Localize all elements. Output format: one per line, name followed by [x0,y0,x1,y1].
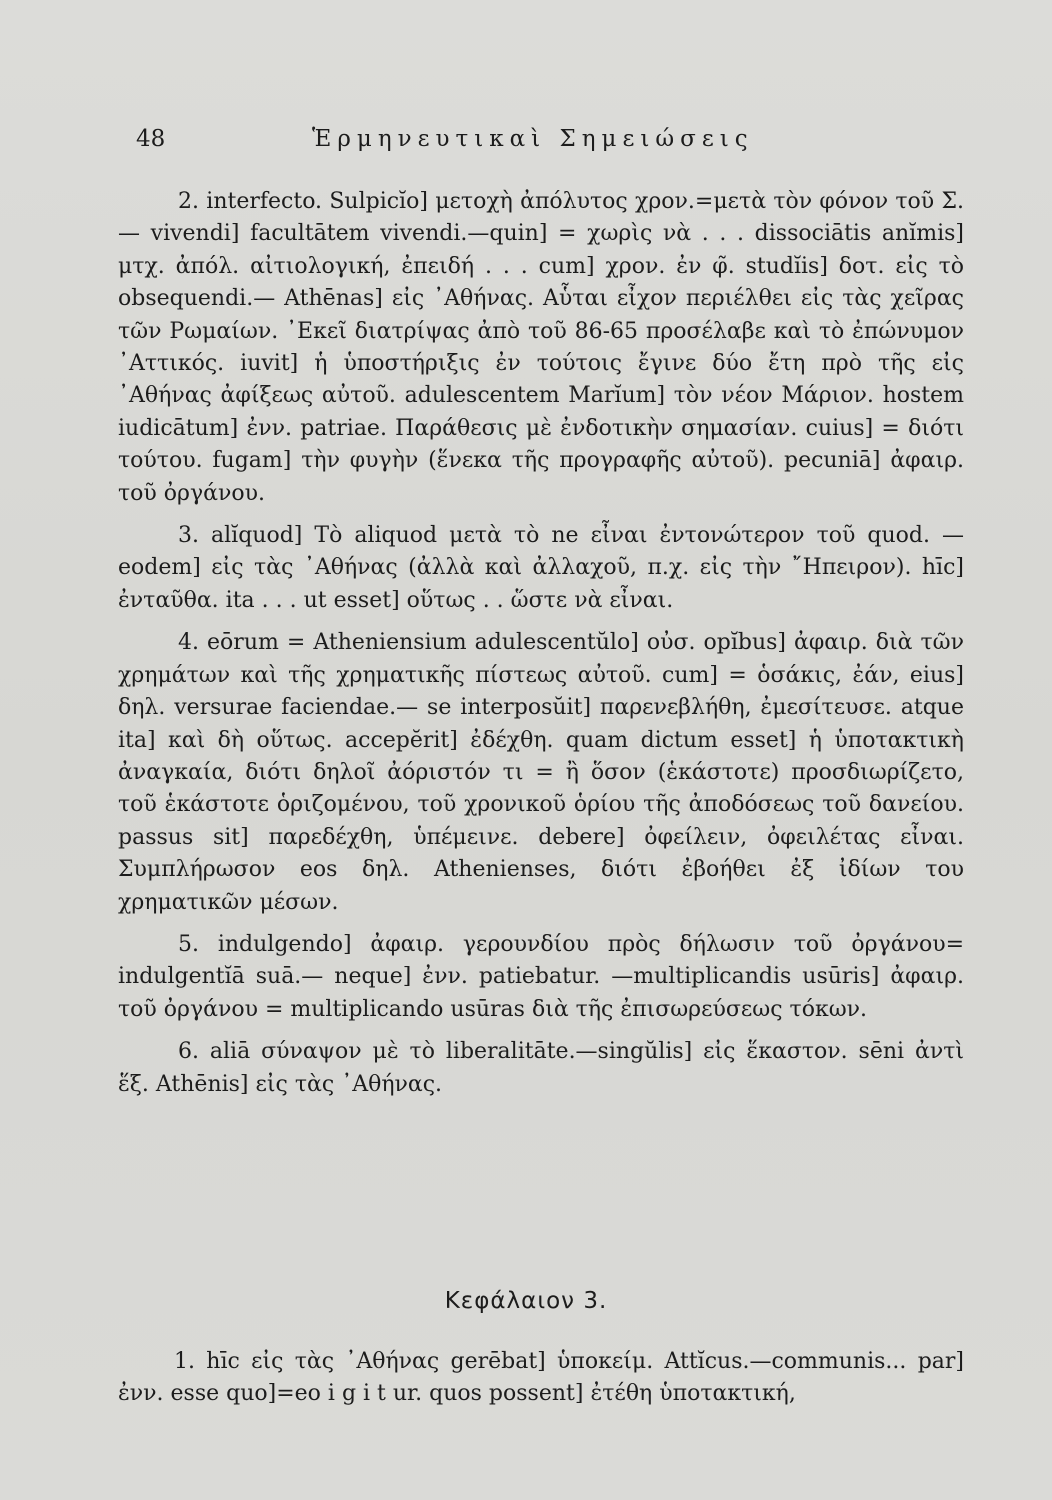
note-paragraph-6: 6. aliā σύναψον μὲ τὸ liberalitāte.—singŭlis] εἰς ἕκαστον. sēni ἀντὶ ἕξ. Athēnis] εἰς τὰς ᾿Αθήνας. [118,1039,964,1097]
notes-body [118,186,964,1101]
header-title: Ἑρμηνευτικαὶ Σημειώσεις [312,126,754,152]
note-paragraph-5: 5. indulgendo] ἀφαιρ. γερουνδίου πρὸς δήλωσιν τοῦ ὀργάνου= indulgentĭā suā.— neque] ἐνν. patiebatur. —multiplicandis usūris] ἀφαιρ. τοῦ ὀργάνου = multiplicando usūras διὰ τῆς ἐπισωρεύσεως τόκων. [118,931,964,1022]
note-paragraph-4: 4. eōrum = Atheniensium adulescentŭlo] οὐσ. opĭbus] ἀφαιρ. διὰ τῶν χρημάτων καὶ τῆς χρηματικῆς πίστεως αὐτοῦ. cum] = ὁσάκις, ἐάν, eius] δηλ. versurae faciendae.— se interposŭit] παρενεβλήθη, ἐμεσίτευσε. atque ita] καὶ δὴ οὕτως. accepĕrit] ἐδέχθη. quam dictum esset] ἡ ὑποτακτικὴ ἀναγκαία, διότι δηλοῖ ἀόριστόν τι = ἢ ὅσον (ἑκάστοτε) προσδιωρίζετο, τοῦ ἑκάστοτε ὁριζομένου, τοῦ χρονικοῦ ὁρίου τῆς ἀποδόσεως τοῦ δανείου. passus sit] παρεδέχθη, ὑπέμεινε. debere] ὀφείλειν, ὀφειλέτας εἶναι. Συμπλήρωσον eos δηλ. Athenienses, διότι ἐβοήθει ἐξ ἰδίων του χρηματικῶν μέσων. [118,630,964,915]
page-number: 48 [136,126,166,152]
note-paragraph-3: 3. alĭquod] Τὸ aliquod μετὰ τὸ ne εἶναι ἐντονώτερον τοῦ quod. — eodem] εἰς τὰς ᾿Αθήνας (ἀλλὰ καὶ ἀλλαχοῦ, π.χ. εἰς τὴν ῎Ηπειρον). hīc] ἐνταῦθα. ita . . . ut esset] οὕτως . . ὥστε νὰ εἶναι. [118,523,964,613]
chapter-body [118,1346,964,1411]
chapter-paragraph-1: 1. hīc εἰς τὰς ᾿Αθήνας gerēbat] ὑποκείμ. Attĭcus.—communis... par] ἐνν. esse quo]=eo i g i t ur. quos possent] ἐτέθη ὑποτακτική, [118,1349,964,1407]
chapter-heading: Κεφάλαιον 3. [444,1288,608,1314]
note-paragraph-2: 2. interfecto. Sulpicĭo] μετοχὴ ἀπόλυτος χρον.=μετὰ τὸν φόνον τοῦ Σ.— vivendi] facultātem vivendi.—quin] = χωρὶς νὰ . . . dissociātis anĭmis] μτχ. ἀπόλ. αἰτιολογική, ἐπειδή . . . cum] χρον. ἐν φ̃. studĭis] δοτ. εἰς τὸ obsequendi.— Athēnas] εἰς ᾿Αθήνας. Αὗται εἶχον περιέλθει εἰς τὰς χεῖρας τῶν Ρωμαίων. ᾿Εκεῖ διατρίψας ἀπὸ τοῦ 86-65 προσέλαβε καὶ τὸ ἐπώνυμον ᾿Αττικός. iuvit] ἡ ὑποστήριξις ἐν τούτοις ἔγινε δύο ἔτη πρὸ τῆς εἰς ᾿Αθήνας ἀφίξεως αὐτοῦ. adulescentem Marĭum] τὸν νέον Μάριον. hostem iudicātum] ἐνν. patriae. Παράθεσις μὲ ἐνδοτικὴν σημασίαν. cuius] = διότι τούτου. fugam] τὴν φυγὴν (ἕνεκα τῆς προγραφῆς αὐτοῦ). pecuniā] ἀφαιρ. τοῦ ὀργάνου. [118,189,964,506]
running-head [136,126,956,166]
